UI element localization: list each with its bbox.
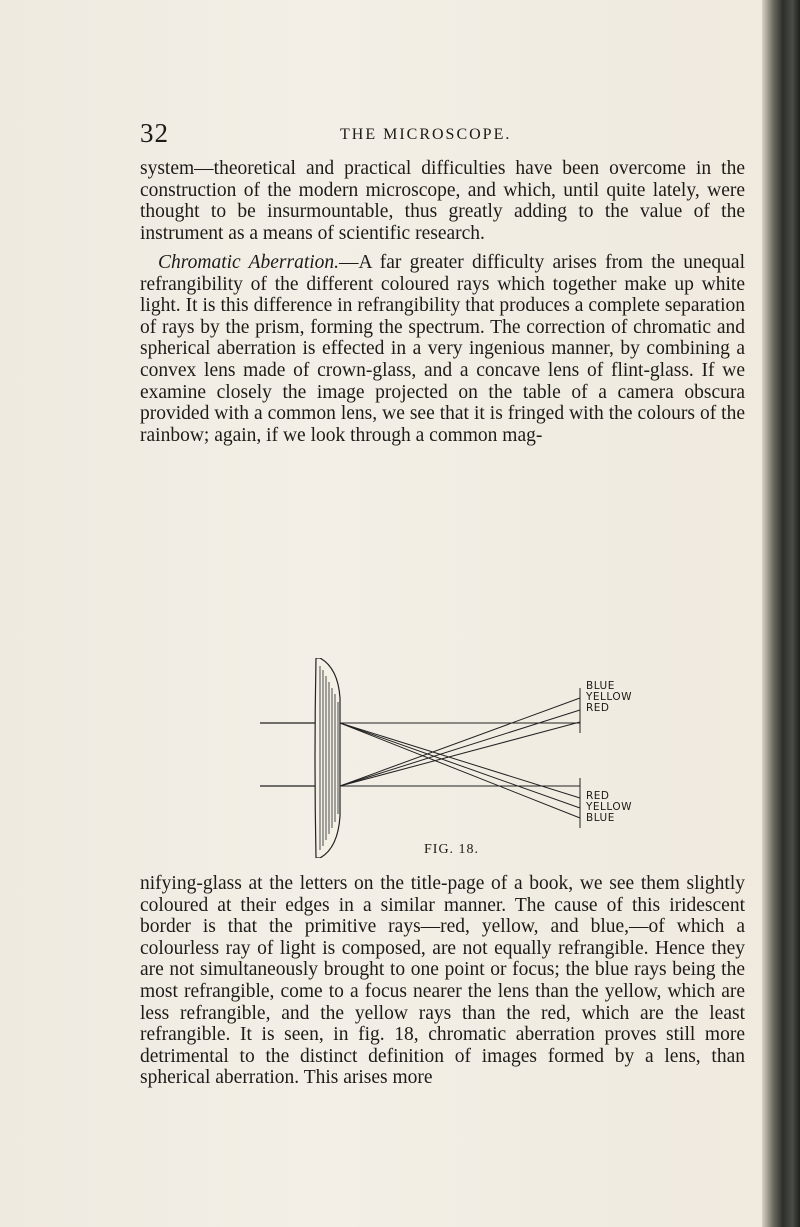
figure-caption: FIG. 18. [424, 842, 480, 857]
label-bottom-red: RED [586, 790, 610, 802]
label-top-yellow: YELLOW [586, 691, 633, 703]
refracted-rays-bottom [340, 698, 580, 786]
label-top-red: RED [586, 702, 610, 714]
label-bottom-blue: BLUE [586, 812, 615, 824]
convex-lens [315, 658, 340, 858]
label-group-bottom [586, 791, 632, 824]
paragraph-3: nifying-glass at the letters on the title-page of a book, we see them slightly coloured at their edges in a similar manner. The cause of this iridescent border is that the primitive rays—red, yellow, and blue,—of which a colourless ray of light is composed, are not equally refrangible. Hence they are not simultaneously brought to one point or focus; the blue rays being the most refrangible, come to a focus nearer the lens than the yellow, which are less refrangible, and the yellow rays than the red, which are the least refrangible. It is seen, in fig. 18, chromatic aberration proves still more detrimental to the distinct definition of images formed by a lens, than spherical aberration. This arises more [140, 873, 745, 1089]
label-bottom-yellow: YELLOW [586, 801, 633, 813]
section-title: Chromatic Aberration. [158, 252, 340, 273]
paragraph-1: system—theoretical and practical difficulties have been overcome in the construction of the modern microscope, and which, until quite lately, were thought to be insurmountable, thus greatly adding to the value of the instrument as a means of scientific research. [140, 158, 745, 244]
paragraph-2 [140, 252, 745, 446]
page-header [140, 118, 740, 148]
book-binding-edge [762, 0, 800, 1227]
figure-18-chromatic-aberration [220, 658, 690, 858]
label-group-top [586, 681, 632, 714]
page-number: 32 [140, 118, 169, 148]
running-head: THE MICROSCOPE. [340, 126, 512, 143]
label-top-blue: BLUE [586, 680, 615, 692]
refracted-rays-top [340, 723, 580, 818]
paragraph-2-text: —A far greater difficulty arises from the unequal refrangibility of the different coloured rays which together make up white light. It is this difference in refrangibility that produces a complete separation of rays by the prism, forming the spectrum. The correction of chromatic and spherical aberration is effected in a very ingenious manner, by combining a convex lens made of crown-glass, and a concave lens of flint-glass. If we examine closely the image projected on the table of a camera obscura provided with a common lens, we see that it is fringed with the colours of the rainbow; again, if we look through a common mag- [140, 252, 745, 446]
